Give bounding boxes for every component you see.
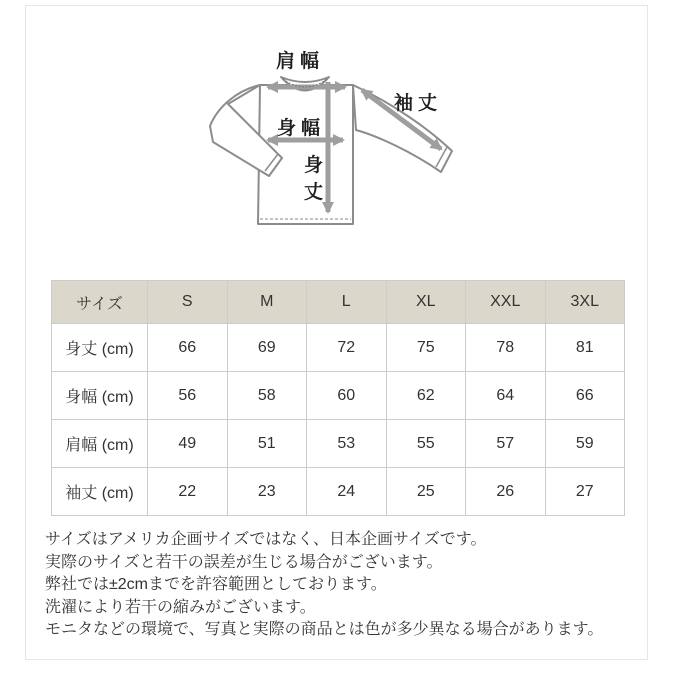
- cell-body-length-xxl: 78: [466, 324, 546, 372]
- size-table-header-l: L: [307, 281, 387, 324]
- table-row-sleeve-length: [52, 468, 625, 516]
- body-length-label-char1: 身: [303, 155, 329, 176]
- note-line-4: 洗濯により若干の縮みがございます。: [45, 598, 316, 616]
- cell-shoulder-width-s: 49: [148, 420, 228, 468]
- cell-body-length-3xl: 81: [545, 324, 625, 372]
- table-row-shoulder-width: [52, 420, 625, 468]
- cell-body-length-m: 69: [227, 324, 307, 372]
- size-table-header-m: M: [227, 281, 307, 324]
- cell-body-length-xl: 75: [386, 324, 466, 372]
- row-label-shoulder-width: 肩幅 (cm): [52, 420, 148, 468]
- cell-body-width-s: 56: [148, 372, 228, 420]
- cell-body-length-l: 72: [307, 324, 387, 372]
- shirt-measurement-diagram: [180, 40, 500, 240]
- note-line-5: モニタなどの環境で、写真と実際の商品とは色が多少異なる場合があります。: [45, 621, 604, 638]
- cell-body-width-3xl: 66: [545, 372, 625, 420]
- cell-shoulder-width-m: 51: [227, 420, 307, 468]
- size-table-header-3xl: 3XL: [545, 281, 625, 324]
- cell-shoulder-width-xl: 55: [386, 420, 466, 468]
- size-table-header-row: [52, 281, 625, 324]
- cell-body-length-s: 66: [148, 324, 228, 372]
- size-table-header-xxl: XXL: [466, 281, 546, 324]
- shoulder-width-label: 肩幅: [275, 51, 325, 72]
- cell-body-width-l: 60: [307, 372, 387, 420]
- row-label-sleeve-length: 袖丈 (cm): [52, 468, 148, 516]
- note-line-2: 実際のサイズと若干の誤差が生じる場合がございます。: [45, 553, 443, 571]
- cell-shoulder-width-3xl: 59: [545, 420, 625, 468]
- cell-body-width-xl: 62: [386, 372, 466, 420]
- table-row-body-length: [52, 324, 625, 372]
- cell-sleeve-length-xxl: 26: [466, 468, 546, 516]
- note-line-1: サイズはアメリカ企画サイズではなく、日本企画サイズです。: [45, 531, 487, 548]
- body-width-label: 身幅: [276, 118, 326, 139]
- row-label-body-width: 身幅 (cm): [52, 372, 148, 420]
- body-length-label-char2: 丈: [303, 182, 329, 203]
- cell-sleeve-length-xl: 25: [386, 468, 466, 516]
- cell-shoulder-width-xxl: 57: [466, 420, 546, 468]
- cell-body-width-m: 58: [227, 372, 307, 420]
- size-notes: [45, 529, 645, 642]
- cell-sleeve-length-3xl: 27: [545, 468, 625, 516]
- row-label-body-length: 身丈 (cm): [52, 324, 148, 372]
- sleeve-length-label: 袖丈: [393, 93, 443, 114]
- cell-sleeve-length-l: 24: [307, 468, 387, 516]
- cell-sleeve-length-m: 23: [227, 468, 307, 516]
- size-table: [51, 280, 625, 516]
- note-line-3: 弊社では±2cmまでを許容範囲としております。: [45, 576, 387, 593]
- size-table-header-xl: XL: [386, 281, 466, 324]
- cell-body-width-xxl: 64: [466, 372, 546, 420]
- cell-sleeve-length-s: 22: [148, 468, 228, 516]
- size-table-header-size: サイズ: [52, 281, 148, 324]
- cell-shoulder-width-l: 53: [307, 420, 387, 468]
- size-table-header-s: S: [148, 281, 228, 324]
- table-row-body-width: [52, 372, 625, 420]
